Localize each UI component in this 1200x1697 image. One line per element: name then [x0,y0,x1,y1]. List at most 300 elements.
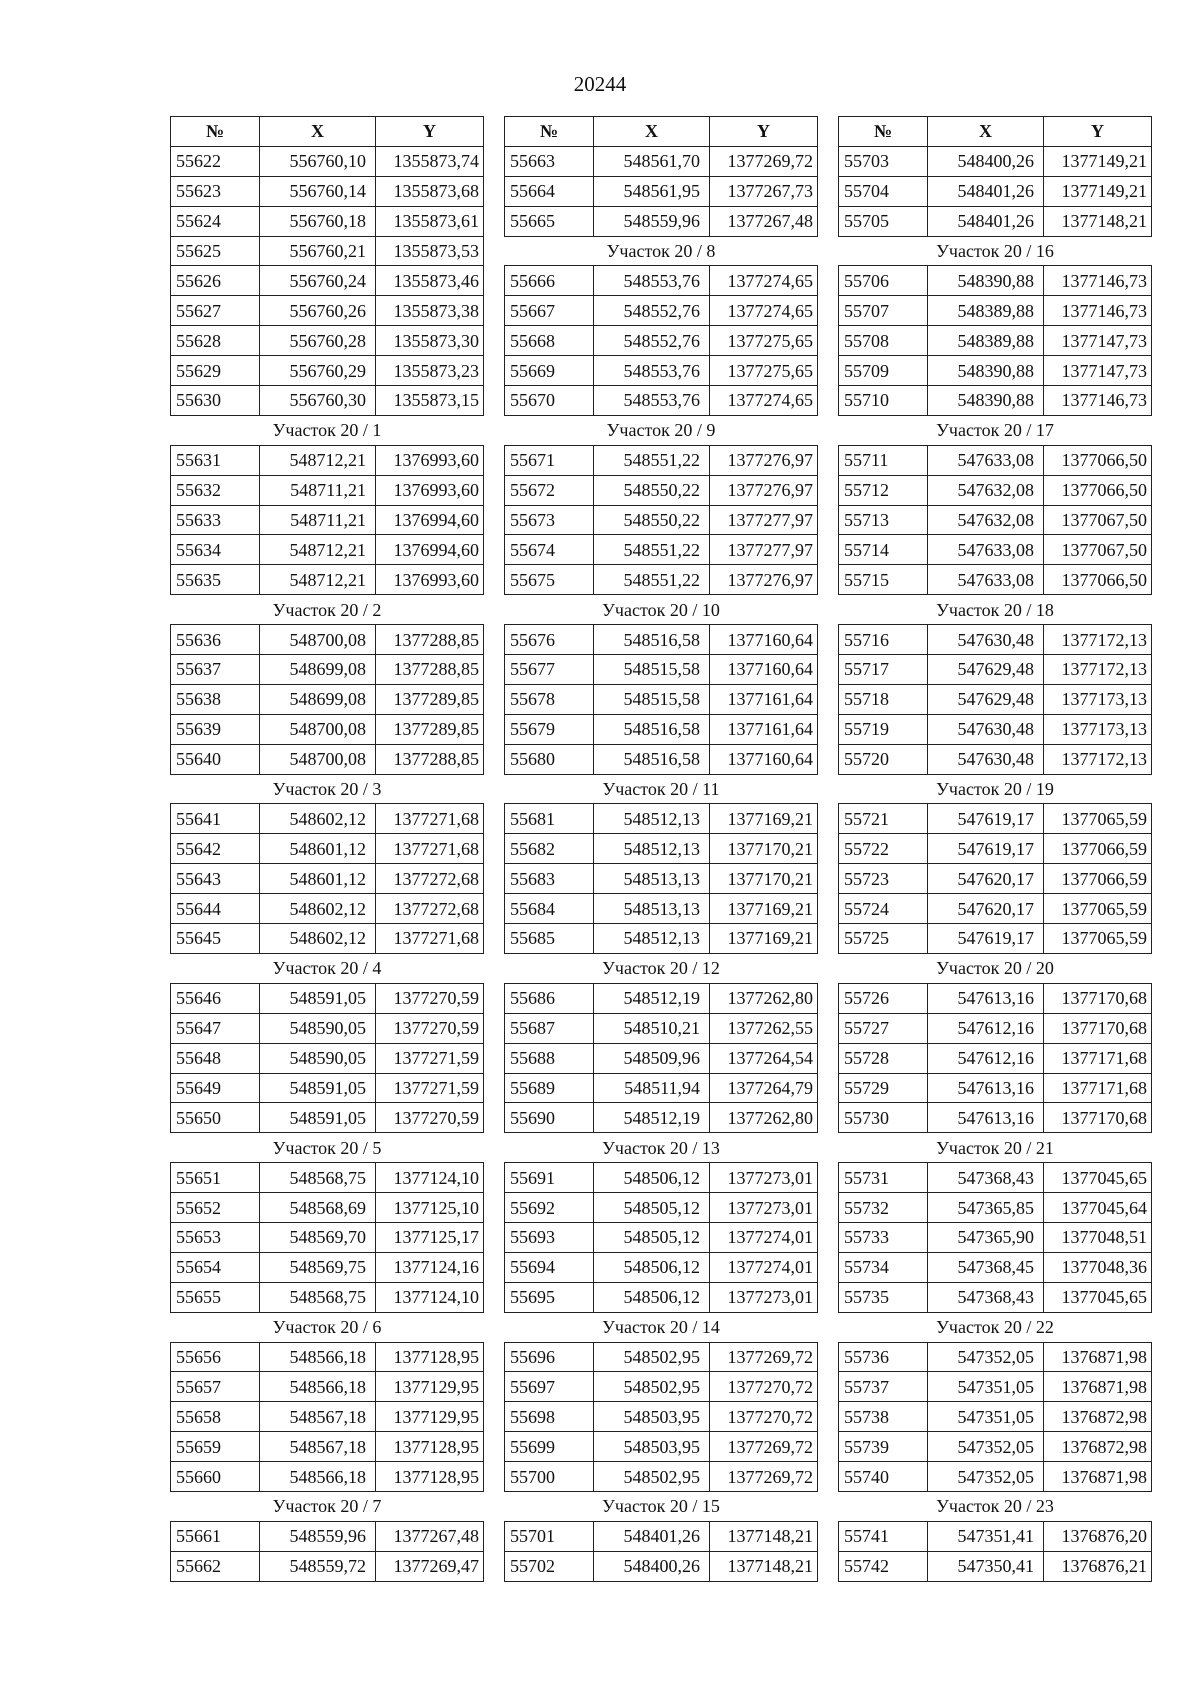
y-cell: 1377273,01 [710,1163,818,1193]
table-row [171,146,484,176]
x-cell: 548506,12 [594,1282,710,1312]
number-cell: 55634 [171,535,260,565]
section-title: Участок 20 / 7 [171,1491,484,1521]
number-cell: 55740 [839,1462,928,1492]
y-cell: 1377161,64 [710,684,818,714]
number-cell: 55678 [505,684,594,714]
y-cell: 1377262,55 [710,1013,818,1043]
x-cell: 547613,16 [928,1103,1044,1133]
table-row [171,684,484,714]
number-cell: 55636 [171,625,260,655]
section-row [171,953,484,983]
section-row [839,595,1152,625]
section-title: Участок 20 / 12 [505,953,818,983]
number-cell: 55657 [171,1372,260,1402]
number-cell: 55713 [839,505,928,535]
x-cell: 556760,29 [260,356,376,386]
x-cell: 547629,48 [928,684,1044,714]
table-row [505,1073,818,1103]
header-x: X [928,117,1044,147]
table-row [171,1402,484,1432]
table-row [839,1013,1152,1043]
y-cell: 1377170,68 [1044,983,1152,1013]
number-cell: 55668 [505,326,594,356]
number-cell: 55679 [505,714,594,744]
number-cell: 55628 [171,326,260,356]
table-row [505,1163,818,1193]
y-cell: 1377274,65 [710,296,818,326]
number-cell: 55650 [171,1103,260,1133]
x-cell: 548510,21 [594,1013,710,1043]
number-cell: 55661 [171,1521,260,1551]
section-row [505,774,818,804]
y-cell: 1377170,68 [1044,1103,1152,1133]
y-cell: 1377172,13 [1044,744,1152,774]
table-row [505,386,818,416]
y-cell: 1376872,98 [1044,1402,1152,1432]
y-cell: 1377289,85 [376,684,484,714]
x-cell: 548712,21 [260,535,376,565]
x-cell: 547629,48 [928,655,1044,685]
section-row [171,1133,484,1163]
y-cell: 1377274,01 [710,1252,818,1282]
table-row [171,206,484,236]
number-cell: 55734 [839,1252,928,1282]
y-cell: 1377273,01 [710,1282,818,1312]
table-row [171,565,484,595]
table-row [505,1372,818,1402]
number-cell: 55639 [171,714,260,744]
y-cell: 1377128,95 [376,1432,484,1462]
y-cell: 1377275,65 [710,326,818,356]
y-cell: 1377170,21 [710,864,818,894]
y-cell: 1377067,50 [1044,505,1152,535]
number-cell: 55623 [171,176,260,206]
number-cell: 55663 [505,146,594,176]
section-row [839,1133,1152,1163]
number-cell: 55742 [839,1551,928,1581]
x-cell: 548550,22 [594,475,710,505]
x-cell: 547613,16 [928,983,1044,1013]
number-cell: 55673 [505,505,594,535]
table-row [171,1103,484,1133]
x-cell: 548602,12 [260,894,376,924]
section-row [505,415,818,445]
table-row [839,625,1152,655]
table-row [505,804,818,834]
x-cell: 548566,18 [260,1342,376,1372]
x-cell: 547620,17 [928,864,1044,894]
table-row [839,1222,1152,1252]
x-cell: 548502,95 [594,1372,710,1402]
y-cell: 1376871,98 [1044,1372,1152,1402]
table-row [505,1103,818,1133]
x-cell: 548591,05 [260,1073,376,1103]
y-cell: 1377269,72 [710,146,818,176]
y-cell: 1377274,01 [710,1222,818,1252]
number-cell: 55637 [171,655,260,685]
y-cell: 1377270,59 [376,1103,484,1133]
y-cell: 1377277,97 [710,505,818,535]
number-cell: 55674 [505,535,594,565]
number-cell: 55723 [839,864,928,894]
y-cell: 1377271,59 [376,1043,484,1073]
number-cell: 55665 [505,206,594,236]
section-row [839,415,1152,445]
y-cell: 1377160,64 [710,625,818,655]
number-cell: 55715 [839,565,928,595]
x-cell: 548601,12 [260,864,376,894]
table-row [171,1432,484,1462]
number-cell: 55695 [505,1282,594,1312]
number-cell: 55733 [839,1222,928,1252]
table-row [839,684,1152,714]
x-cell: 548550,22 [594,505,710,535]
y-cell: 1377271,68 [376,834,484,864]
table-row [171,1193,484,1223]
table-row [839,1282,1152,1312]
number-cell: 55707 [839,296,928,326]
section-row [839,1312,1152,1342]
y-cell: 1377270,59 [376,983,484,1013]
number-cell: 55725 [839,924,928,954]
number-cell: 55670 [505,386,594,416]
y-cell: 1377289,85 [376,714,484,744]
number-cell: 55680 [505,744,594,774]
x-cell: 548566,18 [260,1372,376,1402]
y-cell: 1377267,48 [376,1521,484,1551]
section-title: Участок 20 / 1 [171,415,484,445]
table-row [839,1252,1152,1282]
x-cell: 548567,18 [260,1402,376,1432]
number-cell: 55728 [839,1043,928,1073]
y-cell: 1377276,97 [710,475,818,505]
section-row [505,1133,818,1163]
x-cell: 548551,22 [594,535,710,565]
number-cell: 55627 [171,296,260,326]
table-row [171,1342,484,1372]
table-row [171,924,484,954]
number-cell: 55701 [505,1521,594,1551]
number-cell: 55656 [171,1342,260,1372]
number-cell: 55698 [505,1402,594,1432]
table-row [171,1462,484,1492]
table-row [171,535,484,565]
x-cell: 548561,70 [594,146,710,176]
table-row [171,445,484,475]
number-cell: 55720 [839,744,928,774]
table-row [171,804,484,834]
y-cell: 1377172,13 [1044,655,1152,685]
x-cell: 556760,30 [260,386,376,416]
table-row [839,1372,1152,1402]
table-row [505,206,818,236]
header-y: Y [1044,117,1152,147]
x-cell: 548503,95 [594,1432,710,1462]
table-row [839,1521,1152,1551]
number-cell: 55622 [171,146,260,176]
y-cell: 1377272,68 [376,864,484,894]
number-cell: 55705 [839,206,928,236]
x-cell: 548512,13 [594,834,710,864]
x-cell: 548551,22 [594,565,710,595]
x-cell: 547368,43 [928,1282,1044,1312]
section-row [171,595,484,625]
number-cell: 55635 [171,565,260,595]
section-title: Участок 20 / 5 [171,1133,484,1163]
number-cell: 55667 [505,296,594,326]
number-cell: 55700 [505,1462,594,1492]
number-cell: 55630 [171,386,260,416]
y-cell: 1377264,54 [710,1043,818,1073]
x-cell: 548389,88 [928,326,1044,356]
number-cell: 55710 [839,386,928,416]
y-cell: 1377271,68 [376,924,484,954]
y-cell: 1377129,95 [376,1402,484,1432]
x-cell: 548591,05 [260,1103,376,1133]
x-cell: 548551,22 [594,445,710,475]
section-title: Участок 20 / 6 [171,1312,484,1342]
table-row [839,475,1152,505]
table-row [505,864,818,894]
table-row [839,655,1152,685]
header-x: X [594,117,710,147]
y-cell: 1377270,59 [376,1013,484,1043]
table-row [839,1551,1152,1581]
x-cell: 556760,24 [260,266,376,296]
x-cell: 548503,95 [594,1402,710,1432]
x-cell: 548390,88 [928,356,1044,386]
section-title: Участок 20 / 22 [839,1312,1152,1342]
x-cell: 548401,26 [594,1521,710,1551]
y-cell: 1376994,60 [376,535,484,565]
y-cell: 1377066,50 [1044,565,1152,595]
number-cell: 55739 [839,1432,928,1462]
table-row [839,296,1152,326]
y-cell: 1377147,73 [1044,326,1152,356]
number-cell: 55712 [839,475,928,505]
number-cell: 55709 [839,356,928,386]
number-cell: 55708 [839,326,928,356]
x-cell: 547368,43 [928,1163,1044,1193]
number-cell: 55675 [505,565,594,595]
table-row [505,834,818,864]
x-cell: 548505,12 [594,1222,710,1252]
x-cell: 547630,48 [928,714,1044,744]
section-row [505,1312,818,1342]
y-cell: 1377128,95 [376,1342,484,1372]
y-cell: 1377288,85 [376,625,484,655]
section-title: Участок 20 / 14 [505,1312,818,1342]
table-row [505,1551,818,1581]
x-cell: 548516,58 [594,625,710,655]
header-number: № [171,117,260,147]
number-cell: 55741 [839,1521,928,1551]
table-row [839,1073,1152,1103]
y-cell: 1377146,73 [1044,296,1152,326]
section-row [505,236,818,266]
x-cell: 547633,08 [928,445,1044,475]
header-row [839,117,1152,147]
y-cell: 1377125,10 [376,1193,484,1223]
table-row [171,1551,484,1581]
number-cell: 55648 [171,1043,260,1073]
number-cell: 55735 [839,1282,928,1312]
number-cell: 55677 [505,655,594,685]
table-row [505,176,818,206]
section-row [505,595,818,625]
number-cell: 55736 [839,1342,928,1372]
table-row [839,924,1152,954]
header-y: Y [376,117,484,147]
table-row [505,1521,818,1551]
x-cell: 548512,19 [594,1103,710,1133]
y-cell: 1355873,23 [376,356,484,386]
x-cell: 548506,12 [594,1252,710,1282]
number-cell: 55714 [839,535,928,565]
y-cell: 1377045,64 [1044,1193,1152,1223]
y-cell: 1377269,47 [376,1551,484,1581]
y-cell: 1377146,73 [1044,266,1152,296]
y-cell: 1377173,13 [1044,684,1152,714]
y-cell: 1377124,10 [376,1163,484,1193]
number-cell: 55649 [171,1073,260,1103]
section-title: Участок 20 / 8 [505,236,818,266]
y-cell: 1377048,36 [1044,1252,1152,1282]
y-cell: 1355873,15 [376,386,484,416]
table-row [171,1013,484,1043]
x-cell: 548590,05 [260,1043,376,1073]
section-title: Участок 20 / 2 [171,595,484,625]
x-cell: 556760,14 [260,176,376,206]
number-cell: 55727 [839,1013,928,1043]
number-cell: 55717 [839,655,928,685]
number-cell: 55704 [839,176,928,206]
table-row [839,1103,1152,1133]
table-row [505,1432,818,1462]
table-row [171,983,484,1013]
table-row [171,1163,484,1193]
number-cell: 55684 [505,894,594,924]
y-cell: 1377270,72 [710,1402,818,1432]
section-title: Участок 20 / 9 [505,415,818,445]
x-cell: 548515,58 [594,655,710,685]
section-row [171,1491,484,1521]
header-row [505,117,818,147]
header-y: Y [710,117,818,147]
y-cell: 1355873,30 [376,326,484,356]
x-cell: 556760,21 [260,236,376,266]
x-cell: 548553,76 [594,266,710,296]
x-cell: 556760,26 [260,296,376,326]
y-cell: 1355873,46 [376,266,484,296]
number-cell: 55691 [505,1163,594,1193]
y-cell: 1377272,68 [376,894,484,924]
number-cell: 55690 [505,1103,594,1133]
number-cell: 55638 [171,684,260,714]
x-cell: 547619,17 [928,804,1044,834]
y-cell: 1377262,80 [710,983,818,1013]
number-cell: 55633 [171,505,260,535]
table-row [839,565,1152,595]
number-cell: 55681 [505,804,594,834]
y-cell: 1377066,50 [1044,475,1152,505]
x-cell: 548509,96 [594,1043,710,1073]
x-cell: 547619,17 [928,924,1044,954]
table-row [171,1372,484,1402]
table-row [171,1282,484,1312]
number-cell: 55652 [171,1193,260,1223]
table-row [505,1342,818,1372]
x-cell: 547630,48 [928,625,1044,655]
y-cell: 1377269,72 [710,1342,818,1372]
x-cell: 548591,05 [260,983,376,1013]
table-row [505,296,818,326]
x-cell: 548566,18 [260,1462,376,1492]
table-row [505,565,818,595]
x-cell: 548513,13 [594,894,710,924]
number-cell: 55671 [505,445,594,475]
y-cell: 1377267,48 [710,206,818,236]
table-row [505,146,818,176]
y-cell: 1377129,95 [376,1372,484,1402]
y-cell: 1355873,61 [376,206,484,236]
table-row [171,386,484,416]
section-title: Участок 20 / 23 [839,1491,1152,1521]
x-cell: 548561,95 [594,176,710,206]
y-cell: 1376871,98 [1044,1342,1152,1372]
table-row [171,894,484,924]
table-row [505,535,818,565]
x-cell: 548513,13 [594,864,710,894]
x-cell: 547632,08 [928,505,1044,535]
y-cell: 1376876,21 [1044,1551,1152,1581]
table-row [171,475,484,505]
y-cell: 1377160,64 [710,655,818,685]
number-cell: 55644 [171,894,260,924]
x-cell: 547352,05 [928,1462,1044,1492]
number-cell: 55721 [839,804,928,834]
y-cell: 1377171,68 [1044,1073,1152,1103]
number-cell: 55664 [505,176,594,206]
section-row [171,1312,484,1342]
y-cell: 1377269,72 [710,1462,818,1492]
x-cell: 547620,17 [928,894,1044,924]
section-title: Участок 20 / 17 [839,415,1152,445]
y-cell: 1355873,74 [376,146,484,176]
y-cell: 1376993,60 [376,565,484,595]
number-cell: 55624 [171,206,260,236]
number-cell: 55692 [505,1193,594,1223]
number-cell: 55625 [171,236,260,266]
number-cell: 55632 [171,475,260,505]
x-cell: 548699,08 [260,655,376,685]
number-cell: 55662 [171,1551,260,1581]
x-cell: 548712,21 [260,565,376,595]
table-row [839,356,1152,386]
x-cell: 548568,75 [260,1163,376,1193]
x-cell: 548567,18 [260,1432,376,1462]
table-row [839,326,1152,356]
number-cell: 55693 [505,1222,594,1252]
section-row [839,236,1152,266]
y-cell: 1376876,20 [1044,1521,1152,1551]
x-cell: 548602,12 [260,804,376,834]
table-row [505,714,818,744]
number-cell: 55687 [505,1013,594,1043]
y-cell: 1377170,68 [1044,1013,1152,1043]
table-row [839,176,1152,206]
